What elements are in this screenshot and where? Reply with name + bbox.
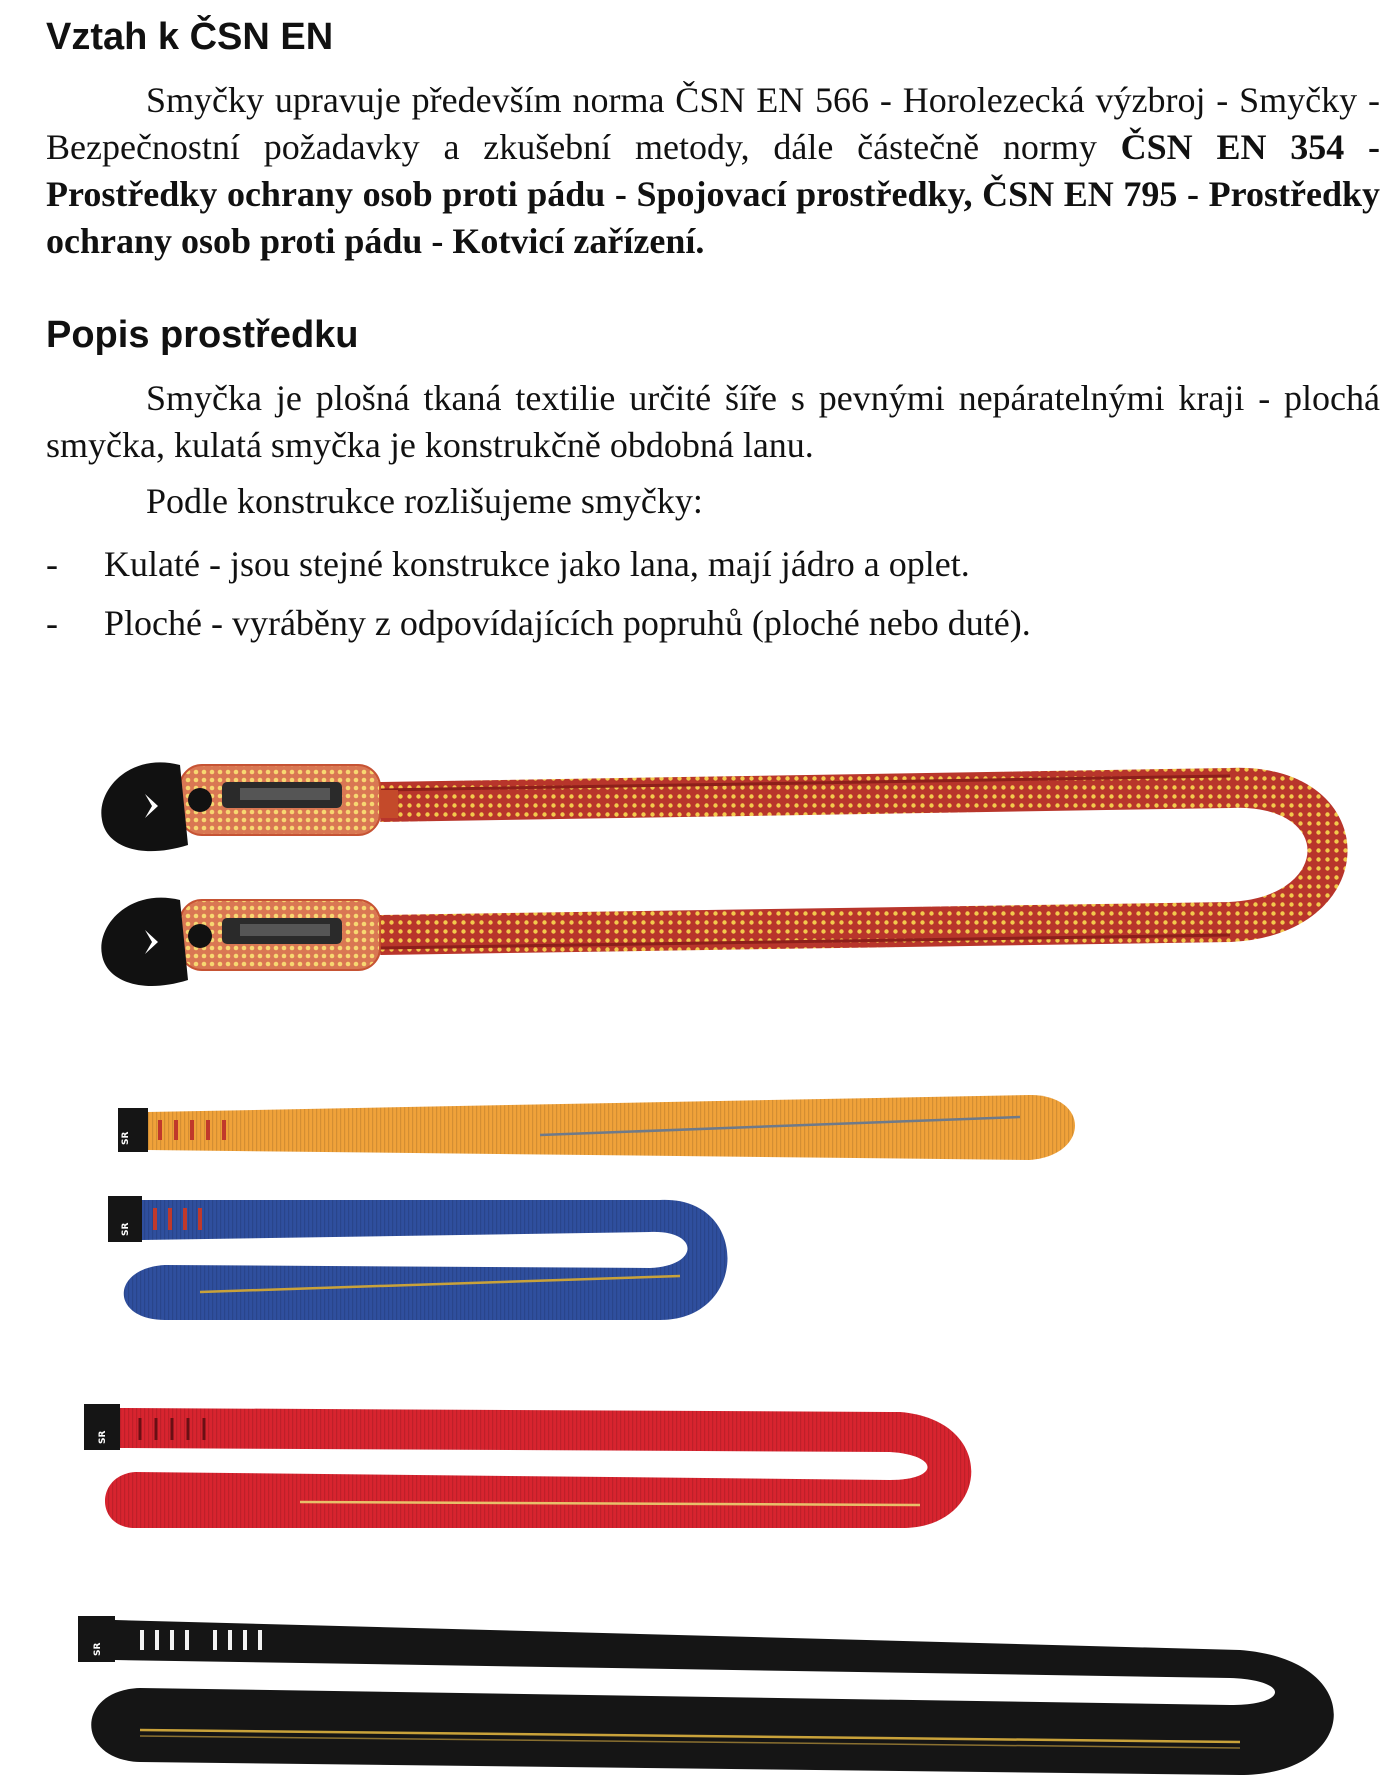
norm-text: Smyčky upravuje především norma ČSN EN 566 - Horolezecká výzbroj - Smyčky - Bezpečnostní požadavky a zkušební metody, dále částečně normy (46, 80, 1380, 167)
brand-label: SR (121, 1222, 131, 1236)
flat-sling-orange (118, 1095, 1075, 1160)
round-sling-end-top (101, 762, 398, 851)
bullet-text-round: Kulaté - jsou stejné konstrukce jako lana, mají jádro a oplet. (104, 544, 970, 584)
section-heading-description: Popis prostředku (46, 314, 359, 356)
bullet-dash: - (46, 544, 58, 584)
flat-sling-black (78, 1616, 1334, 1775)
round-sling-end-bottom (101, 898, 380, 986)
norm-bold-text: ČSN EN 354 - Prostředky ochrany osob proti pádu - Spojovací prostředky, ČSN EN 795 - Prostředky ochrany osob proti pádu - Kotvicí zařízení. (46, 127, 1381, 261)
brand-label: SR (98, 1430, 108, 1444)
bullet-dash: - (46, 603, 58, 643)
construction-intro-text: Podle konstrukce rozlišujeme smyčky: (146, 481, 703, 521)
section-heading-csn-en: Vztah k ČSN EN (46, 16, 334, 58)
round-sling (101, 762, 1327, 986)
brand-label: SR (121, 1131, 131, 1145)
brand-label: SR (93, 1642, 103, 1656)
flat-sling-red (84, 1404, 971, 1528)
description-text: Smyčka je plošná tkaná textilie určité šíře s pevnými nepáratelnými kraji - plochá smyčka, kulatá smyčka je konstrukčně obdobná lanu. (46, 378, 1380, 465)
bullet-text-flat: Ploché - vyráběny z odpovídajících popruhů (ploché nebo duté). (104, 603, 1031, 643)
flat-sling-blue (108, 1196, 728, 1320)
